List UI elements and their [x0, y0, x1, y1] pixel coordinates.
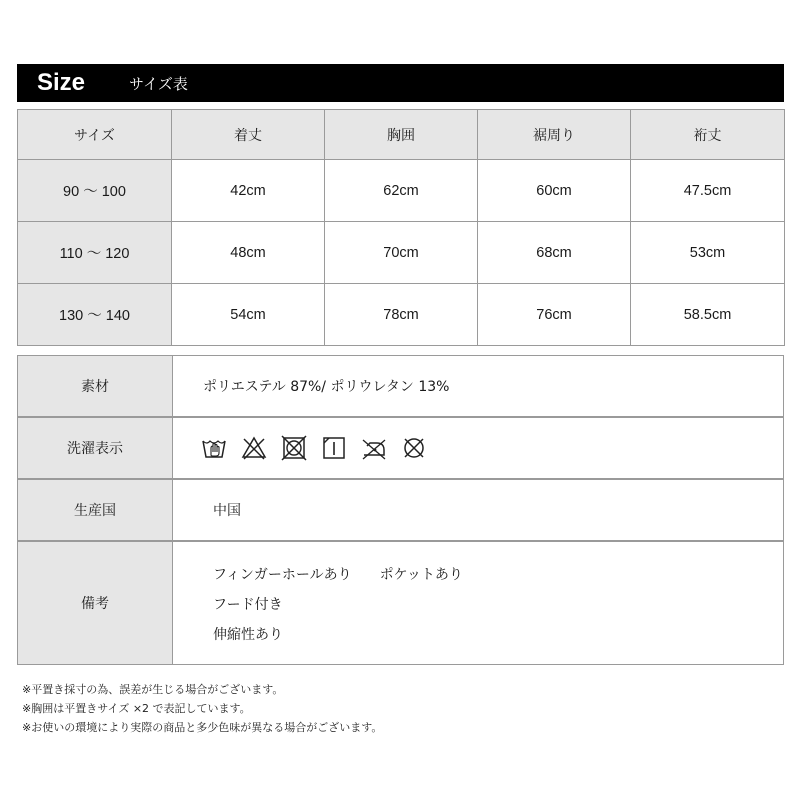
footnote: ※胸囲は平置きサイズ ×2 で表記しています。	[22, 702, 251, 715]
header-cell-size: サイズ	[18, 110, 172, 160]
size-table	[17, 109, 785, 346]
hem-cell: 68cm	[478, 222, 631, 284]
material-row	[17, 355, 784, 417]
size-cell: 130 ～ 140	[18, 284, 172, 346]
washing-row	[17, 417, 784, 479]
size-cell: 110 ～ 120	[18, 222, 172, 284]
header-cell-length: 着丈	[172, 110, 325, 160]
material-label: 素材	[18, 356, 173, 416]
origin-value: 中国	[213, 503, 241, 519]
chest-cell: 62cm	[325, 160, 478, 222]
length-cell: 42cm	[172, 160, 325, 222]
header-cell-chest: 胸囲	[325, 110, 478, 160]
note-pocket: ポケットあり	[379, 567, 463, 583]
length-cell: 48cm	[172, 222, 325, 284]
low-iron-icon	[361, 435, 387, 461]
sleeve-cell: 47.5cm	[631, 160, 785, 222]
chest-cell: 78cm	[325, 284, 478, 346]
length-cell: 54cm	[172, 284, 325, 346]
hem-cell: 60cm	[478, 160, 631, 222]
washing-label: 洗濯表示	[18, 418, 173, 478]
size-header-bar	[17, 64, 784, 102]
header-title: Size	[37, 69, 86, 96]
size-table-header-row	[18, 110, 785, 160]
header-subtitle: サイズ表	[129, 74, 188, 93]
note-finger-hole: フィンガーホールあり	[213, 567, 352, 583]
note-stretch: 伸縮性あり	[213, 627, 283, 643]
origin-label: 生産国	[18, 480, 173, 540]
origin-row	[17, 479, 784, 541]
header-cell-sleeve: 裄丈	[631, 110, 785, 160]
note-hood: フード付き	[213, 597, 283, 613]
chest-cell: 70cm	[325, 222, 478, 284]
notes-line	[213, 564, 783, 594]
table-row	[18, 222, 785, 284]
table-row	[18, 284, 785, 346]
footnote: ※平置き採寸の為、誤差が生じる場合がございます。	[22, 683, 284, 696]
hem-cell: 76cm	[478, 284, 631, 346]
line-dry-shade-icon	[321, 435, 347, 461]
notes-value	[173, 542, 783, 664]
notes-label: 備考	[18, 542, 173, 664]
size-cell: 90 ～ 100	[18, 160, 172, 222]
no-bleach-icon	[241, 435, 267, 461]
table-row	[18, 160, 785, 222]
material-value: ポリエステル 87%/ ポリウレタン 13%	[203, 379, 450, 395]
footnotes	[22, 680, 382, 737]
hand-wash-icon	[201, 435, 227, 461]
footnote: ※お使いの環境により実際の商品と多少色味が異なる場合がございます。	[22, 721, 383, 734]
no-dry-clean-icon	[401, 435, 427, 461]
notes-row	[17, 541, 784, 665]
no-tumble-dry-icon	[281, 435, 307, 461]
header-cell-hem: 裾周り	[478, 110, 631, 160]
sleeve-cell: 58.5cm	[631, 284, 785, 346]
sleeve-cell: 53cm	[631, 222, 785, 284]
care-symbols	[201, 435, 427, 461]
